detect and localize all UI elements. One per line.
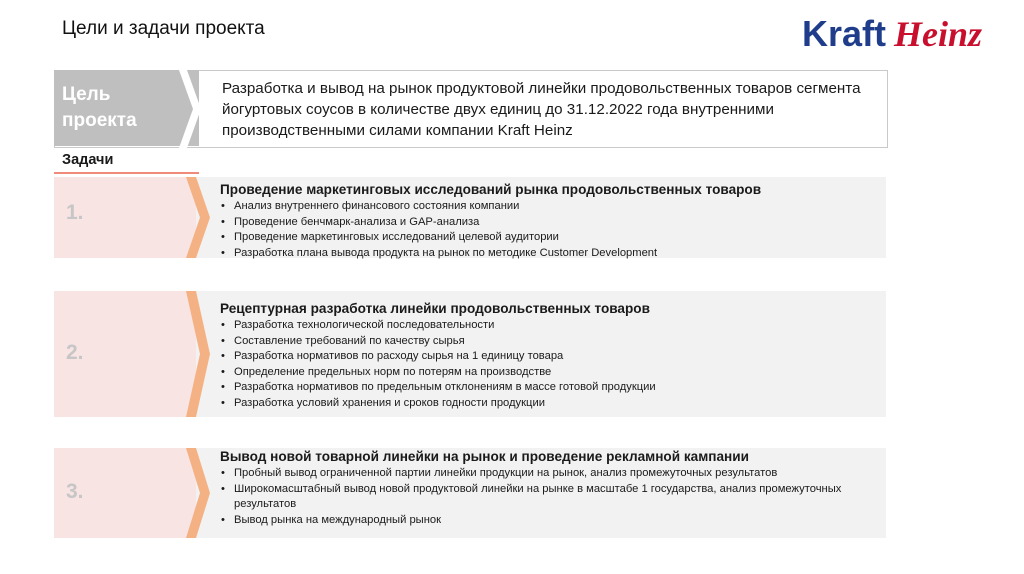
tasks-underline (54, 172, 199, 174)
task-chevron-icon (186, 291, 210, 417)
task-list-item: • Вывод рынка на международный рынок (220, 513, 880, 529)
task-card-2 (54, 291, 886, 417)
task-list-item: • Разработка нормативов по расходу сырья на 1 единицу товара (220, 349, 880, 365)
task-list-item: • Определение предельных норм по потерям на производстве (220, 365, 880, 381)
task-card-1 (54, 177, 886, 258)
task-list-item: • Разработка плана вывода продукта на рынок по методике Customer Development (220, 246, 880, 262)
goal-text: Разработка и вывод на рынок продуктовой линейки продовольственных товаров сегмента йогуртовых соусов в количестве двух единиц до 31.12.2022 года внутренними производственными силами компании Kraft Heinz (222, 80, 861, 139)
task-list-item: • Проведение маркетинговых исследований целевой аудитории (220, 230, 880, 246)
goal-label: Цель проекта (62, 84, 137, 131)
kraft-heinz-logo (802, 14, 1008, 54)
task-list-item: • Разработка технологической последовательности (220, 318, 880, 334)
task-list-item: • Разработка нормативов по предельным отклонениям в массе готовой продукции (220, 380, 880, 396)
task-chevron-icon (186, 177, 210, 258)
task-list-item: • Анализ внутреннего финансового состояния компании (220, 199, 880, 215)
task-list-item: • Проведение бенчмарк-анализа и GAP-анализа (220, 215, 880, 231)
task-list (220, 466, 880, 528)
task-content (220, 300, 880, 412)
task-list-item: • Составление требований по качеству сырья (220, 334, 880, 350)
task-list-item: • Широкомасштабный вывод новой продуктовой линейки на рынке в масштабе 1 государства, анализ промежуточных результатов (220, 482, 880, 513)
goal-chevron-icon (179, 70, 201, 148)
logo-heinz: Heinz (894, 14, 983, 54)
task-content (220, 181, 880, 261)
task-list-item: • Пробный вывод ограниченной партии линейки продукции на рынок, анализ промежуточных результатов (220, 466, 880, 482)
task-number: 3. (66, 480, 84, 503)
task-number: 1. (66, 201, 84, 224)
task-content (220, 448, 880, 528)
page-title: Цели и задачи проекта (62, 18, 265, 39)
tasks-heading: Задачи (62, 152, 114, 168)
task-title: Рецептурная разработка линейки продовольственных товаров (220, 301, 650, 316)
task-card-3 (54, 448, 886, 538)
task-list (220, 318, 880, 412)
task-chevron-icon (186, 448, 210, 538)
task-list (220, 199, 880, 261)
task-title: Вывод новой товарной линейки на рынок и проведение рекламной кампании (220, 449, 749, 464)
logo-kraft: Kraft (802, 14, 887, 54)
task-number: 2. (66, 341, 84, 364)
task-list-item: • Разработка условий хранения и сроков годности продукции (220, 396, 880, 412)
task-title: Проведение маркетинговых исследований рынка продовольственных товаров (220, 182, 762, 197)
